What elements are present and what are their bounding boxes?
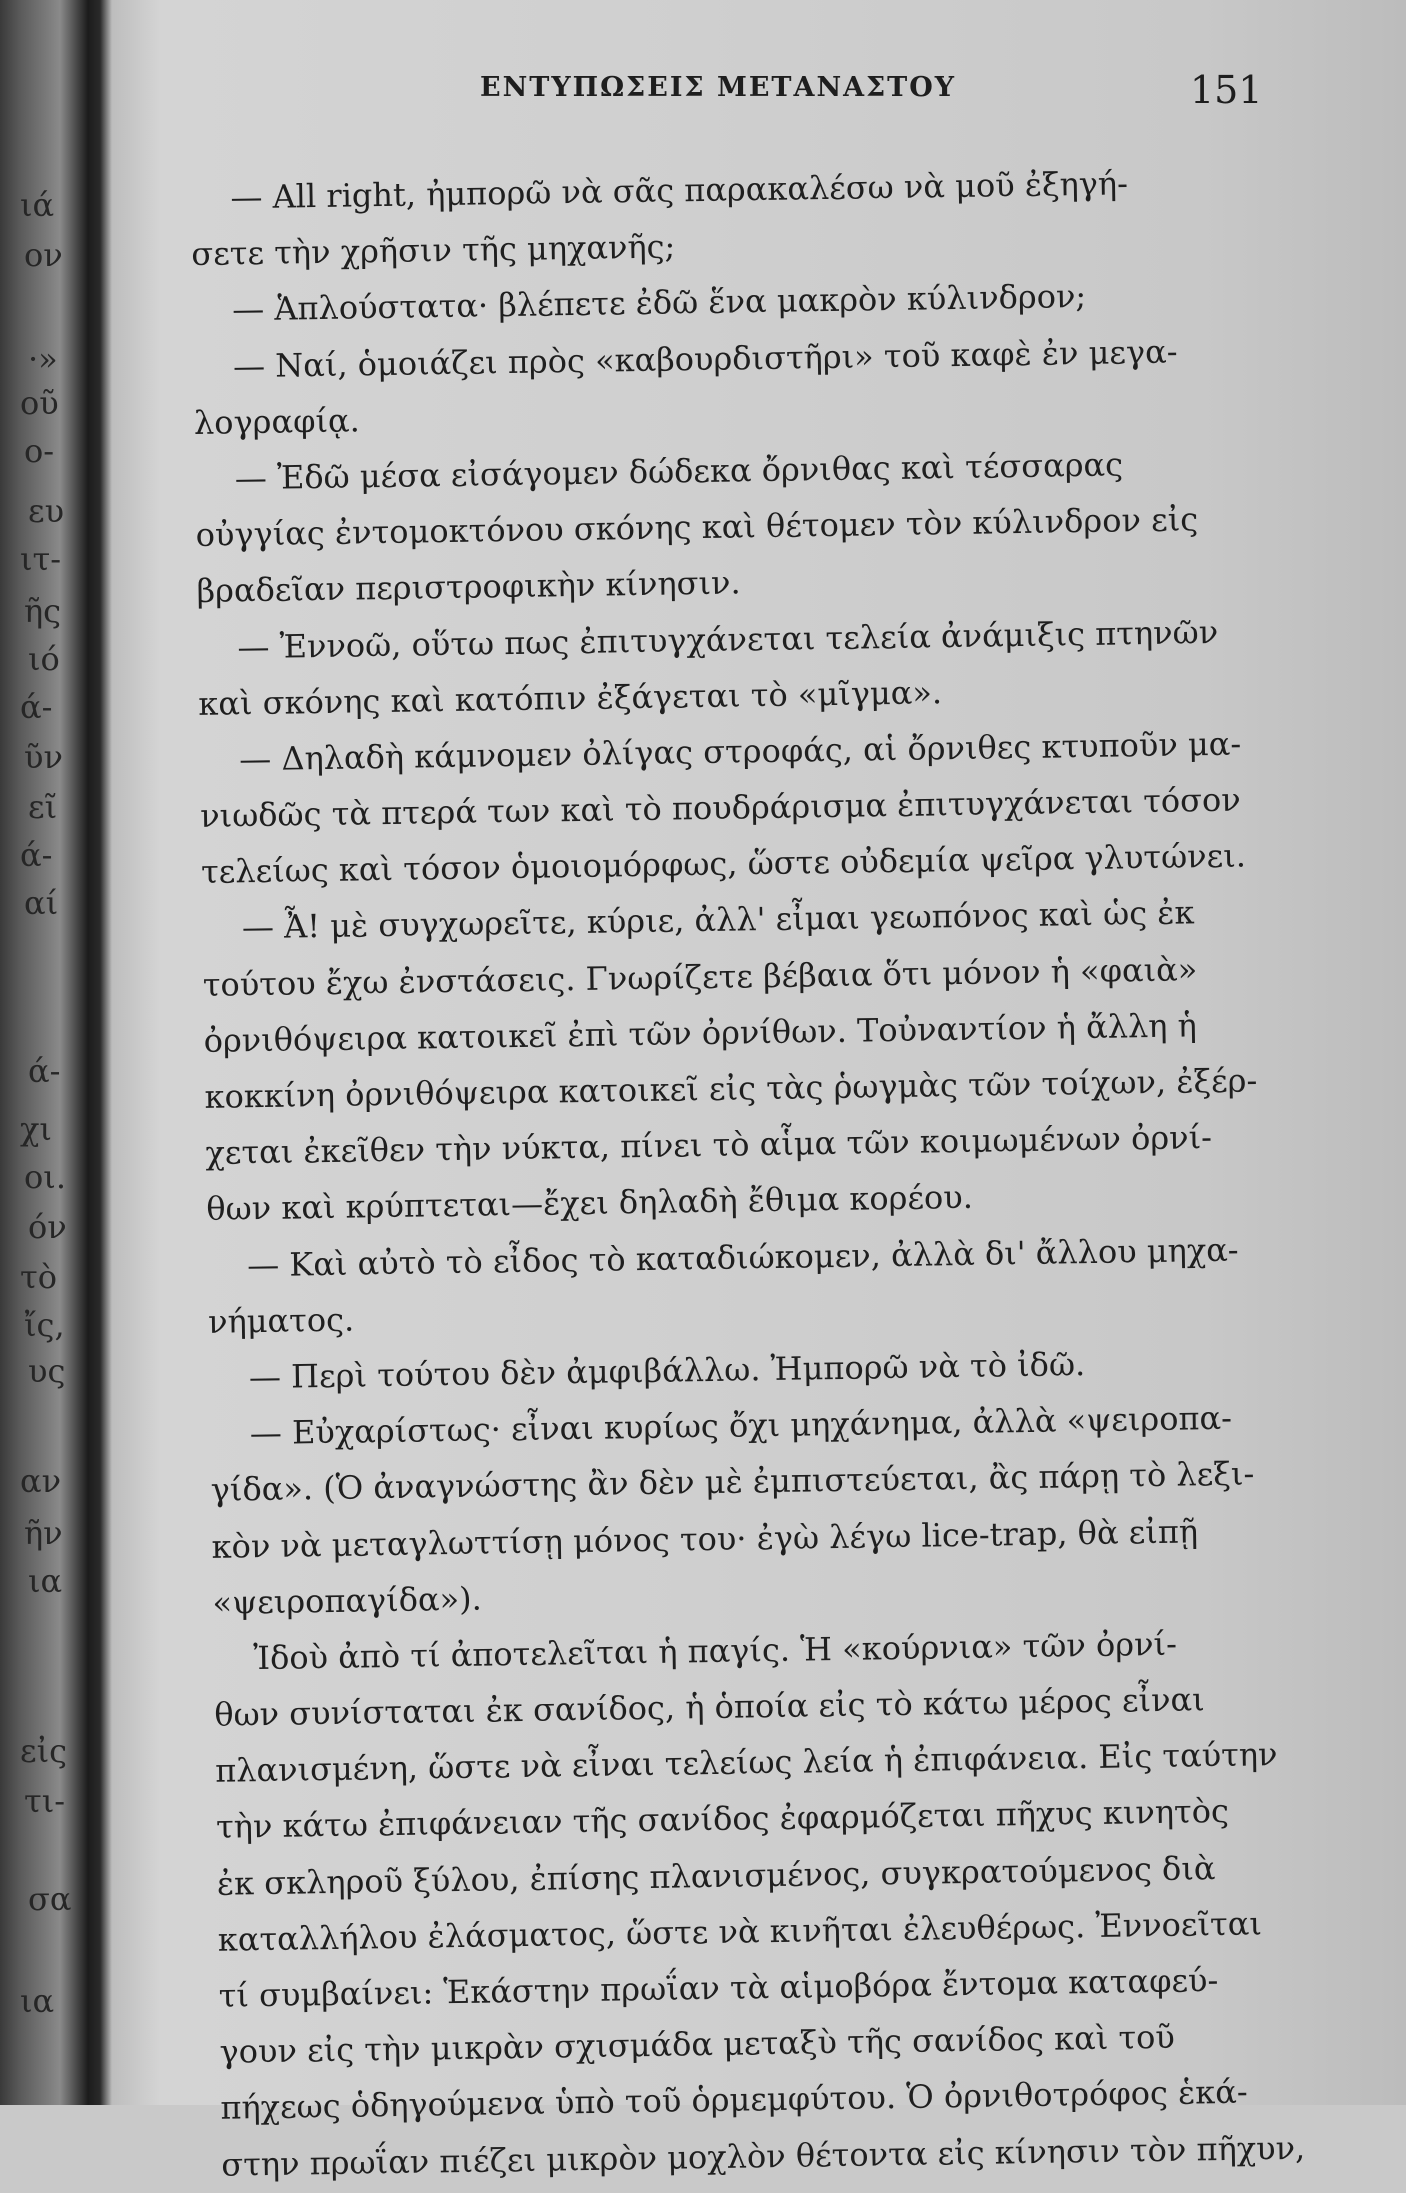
previous-page-fragment: υς <box>28 1352 66 1390</box>
text-line: Ἰδοὺ ἀπὸ τί ἀποτελεῖται ἡ παγίς. Ἡ «κούρνια» τῶν ὀρνί- <box>253 1624 1178 1678</box>
text-line: — Ἐννοῶ, οὕτω πως ἐπιτυγχάνεται τελεία ἀνάμιξις πτηνῶν <box>237 612 1219 666</box>
previous-page-fragment: ευ <box>28 492 65 530</box>
previous-page-fragment: ά- <box>20 836 53 874</box>
text-line: γουν εἰς τὴν μικρὰν σχισμάδα μεταξὺ τῆς σανίδος καὶ τοῦ <box>219 2017 1176 2071</box>
text-line: — Ἁπλούστατα· βλέπετε ἐδῶ ἕνα μακρὸν κύλινδρον; <box>231 277 1087 329</box>
previous-page-fragment: ά- <box>20 688 53 726</box>
text-line: γίδα». (Ὁ ἀναγνώστης ἂν δὲν μὲ ἐμπιστεύεται, ἂς πάρῃ τὸ λεξι- <box>210 1454 1255 1510</box>
page-number: 151 <box>1190 68 1263 112</box>
previous-page-fragment: ἴς, <box>24 1306 65 1344</box>
previous-page-fragment: εἰς <box>20 1732 68 1770</box>
text-line: «ψειροπαγίδα»). <box>212 1579 483 1622</box>
previous-page-fragment: σα <box>28 1880 72 1918</box>
text-line: πήχεως ὁδηγούμενα ὑπὸ τοῦ ὁρμεμφύτου. Ὁ ὀρνιθοτρόφος ἑκά- <box>220 2073 1248 2128</box>
previous-page-fragment: ια <box>20 1982 55 2020</box>
previous-page-fragment: οῦ <box>20 384 59 422</box>
text-line: — Ἆ! μὲ συγχωρεῖτε, κύριε, ἀλλ' εἶμαι γεωπόνος καὶ ὡς ἐκ <box>241 893 1195 947</box>
previous-page-fragment: ιτ- <box>20 540 62 578</box>
running-header: ΕΝΤΥΠΩΣΕΙΣ ΜΕΤΑΝΑΣΤΟΥ <box>480 72 957 103</box>
previous-page-fragment: ον <box>24 236 63 274</box>
text-line: θων καὶ κρύπτεται—ἔχει δηλαδὴ ἔθιμα κορέου. <box>206 1178 974 1229</box>
text-line: — Καὶ αὐτὸ τὸ εἶδος τὸ καταδιώκομεν, ἀλλὰ δι' ἄλλου μηχα- <box>246 1230 1239 1284</box>
text-line: σετε τὴν χρῆσιν τῆς μηχανῆς; <box>191 227 676 274</box>
text-line: — Ἐδῶ μέσα εἰσάγομεν δώδεκα ὄρνιθας καὶ τέσσαρας <box>234 445 1124 498</box>
text-line: κοκκίνη ὀρνιθόψειρα κατοικεῖ εἰς τὰς ῥωγμὰς τῶν τοίχων, ἐξέρ- <box>204 1061 1258 1116</box>
text-line: νήματος. <box>207 1300 355 1341</box>
text-line: — Ναί, ὁμοιάζει πρὸς «καβουρδιστῆρι» τοῦ καφὲ ἐν μεγα- <box>232 332 1178 385</box>
text-line: — Δηλαδὴ κάμνομεν ὀλίγας στροφάς, αἱ ὄρνιθες κτυποῦν μα- <box>238 724 1242 779</box>
previous-page-margin <box>0 0 88 2105</box>
previous-page-fragment: αν <box>20 1462 62 1500</box>
previous-page-fragment: ά- <box>28 1052 61 1090</box>
previous-page-fragment: αί <box>24 884 59 922</box>
text-line: κὸν νὰ μεταγλωττίσῃ μόνος του· ἐγὼ λέγω lice-trap, θὰ εἰπῇ <box>211 1511 1199 1566</box>
text-line: στην πρωΐαν πιέζει μικρὸν μοχλὸν θέτοντα εἰς κίνησιν τὸν πῆχυν, <box>221 2128 1306 2184</box>
previous-page-fragment: χι <box>20 1110 52 1148</box>
previous-page-fragment: όν <box>28 1208 67 1246</box>
text-line: — Εὐχαρίστως· εἶναι κυρίως ὄχι μηχάνημα, ἀλλὰ «ψειροπα- <box>249 1398 1233 1453</box>
text-line: θων συνίσταται ἐκ σανίδος, ἡ ὁποία εἰς τὸ κάτω μέρος εἶναι <box>213 1680 1205 1734</box>
previous-page-fragment: ο- <box>24 432 55 470</box>
text-line: νιωδῶς τὰ πτερά των καὶ τὸ πουδράρισμα ἐπιτυγχάνεται τόσον <box>199 780 1241 835</box>
text-line: τί συμβαίνει: Ἑκάστην πρωΐαν τὰ αἱμοβόρα ἔντομα καταφεύ- <box>218 1961 1219 2015</box>
text-line: χεται ἐκεῖθεν τὴν νύκτα, πίνει τὸ αἷμα τῶν κοιμωμένων ὀρνί- <box>205 1118 1213 1173</box>
previous-page-fragment: οι. <box>24 1158 66 1196</box>
previous-page-fragment: ιό <box>28 640 60 678</box>
text-line: τούτου ἔχω ἐνστάσεις. Γνωρίζετε βέβαια ὅτι μόνον ἡ «φαιὰ» <box>202 949 1198 1004</box>
previous-page-fragment: τι- <box>24 1782 66 1820</box>
text-line: ἐκ σκληροῦ ξύλου, ἐπίσης πλανισμένος, συγκρατούμενος διὰ <box>216 1848 1216 1903</box>
previous-page-fragment: εῖ <box>28 788 58 826</box>
text-line: τελείως καὶ τόσον ὁμοιομόρφως, ὥστε οὐδεμία ψεῖρα γλυτώνει. <box>200 836 1247 892</box>
text-line: καταλλήλου ἐλάσματος, ὥστε νὰ κινῆται ἐλευθέρως. Ἐννοεῖται <box>217 1904 1263 1959</box>
previous-page-fragment: ῦν <box>24 738 63 776</box>
previous-page-fragment: τὸ <box>20 1258 57 1296</box>
text-line: βραδεῖαν περιστροφικὴν κίνησιν. <box>196 563 741 611</box>
previous-page-fragment: ῆς <box>24 592 62 630</box>
text-line: λογραφίᾳ. <box>193 401 361 442</box>
body-text <box>190 153 1322 2193</box>
text-line: οὐγγίας ἐντομοκτόνου σκόνης καὶ θέτομεν τὸν κύλινδρον εἰς <box>195 500 1199 555</box>
previous-page-fragment: ῆν <box>24 1514 63 1552</box>
text-line: — All right, ἠμπορῶ νὰ σᾶς παρακαλέσω νὰ μοῦ ἐξηγή- <box>230 164 1129 217</box>
previous-page-fragment: ·» <box>28 340 58 378</box>
text-line: ὀρνιθόψειρα κατοικεῖ ἐπὶ τῶν ὀρνίθων. Τοὐναντίον ἡ ἄλλη ἡ <box>203 1006 1198 1060</box>
previous-page-fragment: ια <box>28 1562 63 1600</box>
text-line: πλανισμένη, ὥστε νὰ εἶναι τελείως λεία ἡ ἐπιφάνεια. Εἰς ταύτην <box>214 1735 1278 1791</box>
text-line: τὴν κάτω ἐπιφάνειαν τῆς σανίδος ἐφαρμόζεται πῆχυς κινητὸς <box>215 1792 1230 1847</box>
previous-page-fragment: ιά <box>20 186 55 224</box>
text-line: — Περὶ τούτου δὲν ἀμφιβάλλω. Ἠμπορῶ νὰ τὸ ἰδῶ. <box>248 1345 1086 1397</box>
text-line: καὶ σκόνης καὶ κατόπιν ἐξάγεται τὸ «μῖγμα». <box>198 672 943 723</box>
